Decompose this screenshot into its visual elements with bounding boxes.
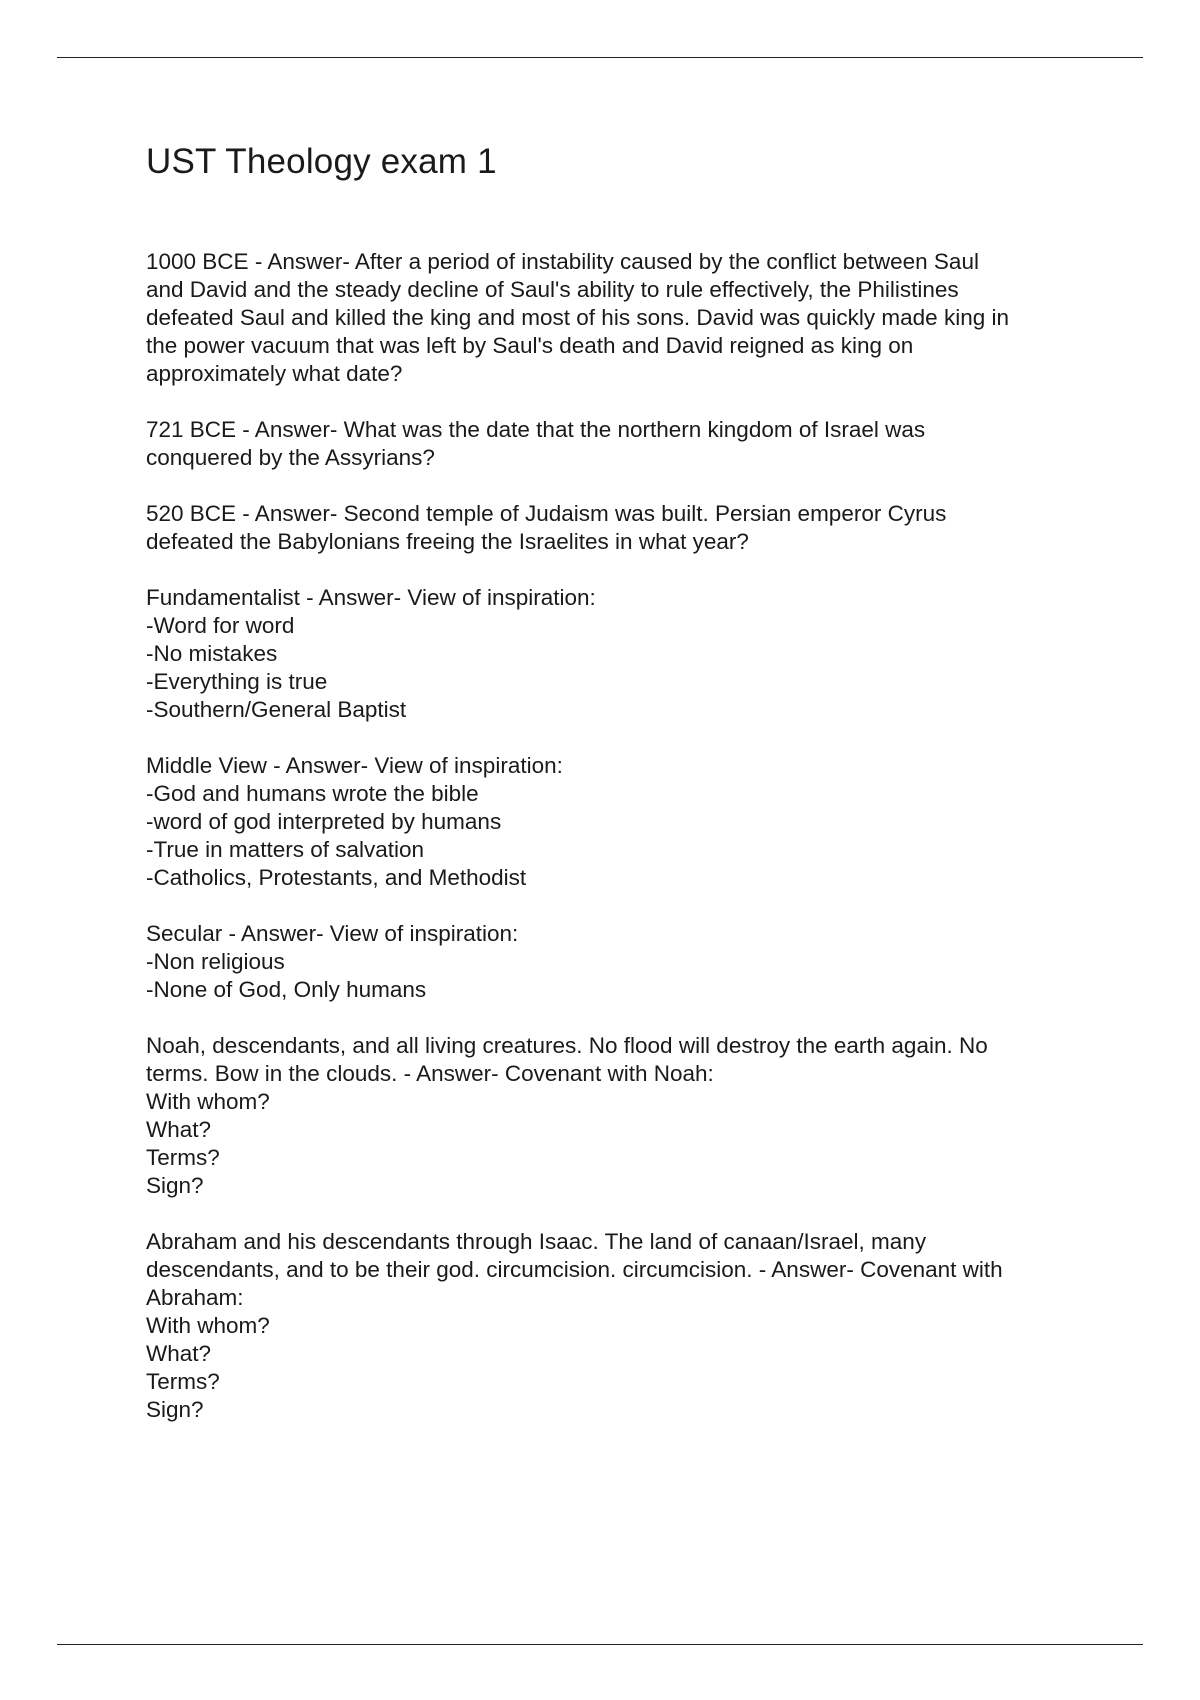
entry-line: -True in matters of salvation — [146, 837, 425, 862]
entry-line: 1000 BCE - Answer- After a period of instability caused by the conflict between Saul — [146, 249, 979, 274]
bottom-divider — [57, 1644, 1143, 1645]
entry-line: -word of god interpreted by humans — [146, 809, 502, 834]
entry-line: -God and humans wrote the bible — [146, 781, 479, 806]
flashcard-entry-middle-view — [146, 752, 1086, 892]
entry-line: -Word for word — [146, 613, 295, 638]
top-divider — [57, 57, 1143, 58]
entry-line: -Non religious — [146, 949, 285, 974]
entry-line: 721 BCE - Answer- What was the date that the northern kingdom of Israel was — [146, 417, 926, 442]
entry-line: Abraham and his descendants through Isaac. The land of canaan/Israel, many — [146, 1229, 927, 1254]
entry-line: Fundamentalist - Answer- View of inspiration: — [146, 585, 596, 610]
entry-line: Sign? — [146, 1173, 204, 1198]
flashcard-entry-fundamentalist — [146, 584, 1086, 724]
entry-line: Terms? — [146, 1369, 220, 1394]
entry-line: Terms? — [146, 1145, 220, 1170]
flashcard-entry-520-bce — [146, 500, 1086, 556]
entry-line: the power vacuum that was left by Saul's death and David reigned as king on — [146, 333, 914, 358]
entry-line: 520 BCE - Answer- Second temple of Judaism was built. Persian emperor Cyrus — [146, 501, 947, 526]
entry-line: With whom? — [146, 1313, 270, 1338]
entry-line: defeated Saul and killed the king and most of his sons. David was quickly made king in — [146, 305, 1009, 330]
entry-line: What? — [146, 1341, 212, 1366]
entry-line: and David and the steady decline of Saul's ability to rule effectively, the Philistines — [146, 277, 959, 302]
entry-line: -Southern/General Baptist — [146, 697, 407, 722]
flashcard-entry-1000-bce — [146, 248, 1086, 388]
entry-line: -None of God, Only humans — [146, 977, 427, 1002]
entry-line: defeated the Babylonians freeing the Israelites in what year? — [146, 529, 749, 554]
entry-line: -Everything is true — [146, 669, 328, 694]
entry-line: approximately what date? — [146, 361, 403, 386]
entry-line: What? — [146, 1117, 212, 1142]
entry-line: terms. Bow in the clouds. - Answer- Covenant with Noah: — [146, 1061, 714, 1086]
entry-line: -Catholics, Protestants, and Methodist — [146, 865, 527, 890]
entry-line: descendants, and to be their god. circumcision. circumcision. - Answer- Covenant with — [146, 1257, 1003, 1282]
flashcard-entry-covenant-noah — [146, 1032, 1086, 1200]
entry-line: Sign? — [146, 1397, 204, 1422]
entry-line: With whom? — [146, 1089, 270, 1114]
entry-line: -No mistakes — [146, 641, 278, 666]
entry-line: Middle View - Answer- View of inspiration: — [146, 753, 563, 778]
flashcard-entry-secular — [146, 920, 1086, 1004]
flashcard-entry-721-bce — [146, 416, 1086, 472]
entry-line: conquered by the Assyrians? — [146, 445, 435, 470]
document-title: UST Theology exam 1 — [146, 142, 497, 181]
entry-line: Noah, descendants, and all living creatures. No flood will destroy the earth again. No — [146, 1033, 988, 1058]
document-body — [146, 140, 1086, 1452]
entry-line: Abraham: — [146, 1285, 244, 1310]
entry-line: Secular - Answer- View of inspiration: — [146, 921, 519, 946]
flashcard-entry-covenant-abraham — [146, 1228, 1086, 1424]
